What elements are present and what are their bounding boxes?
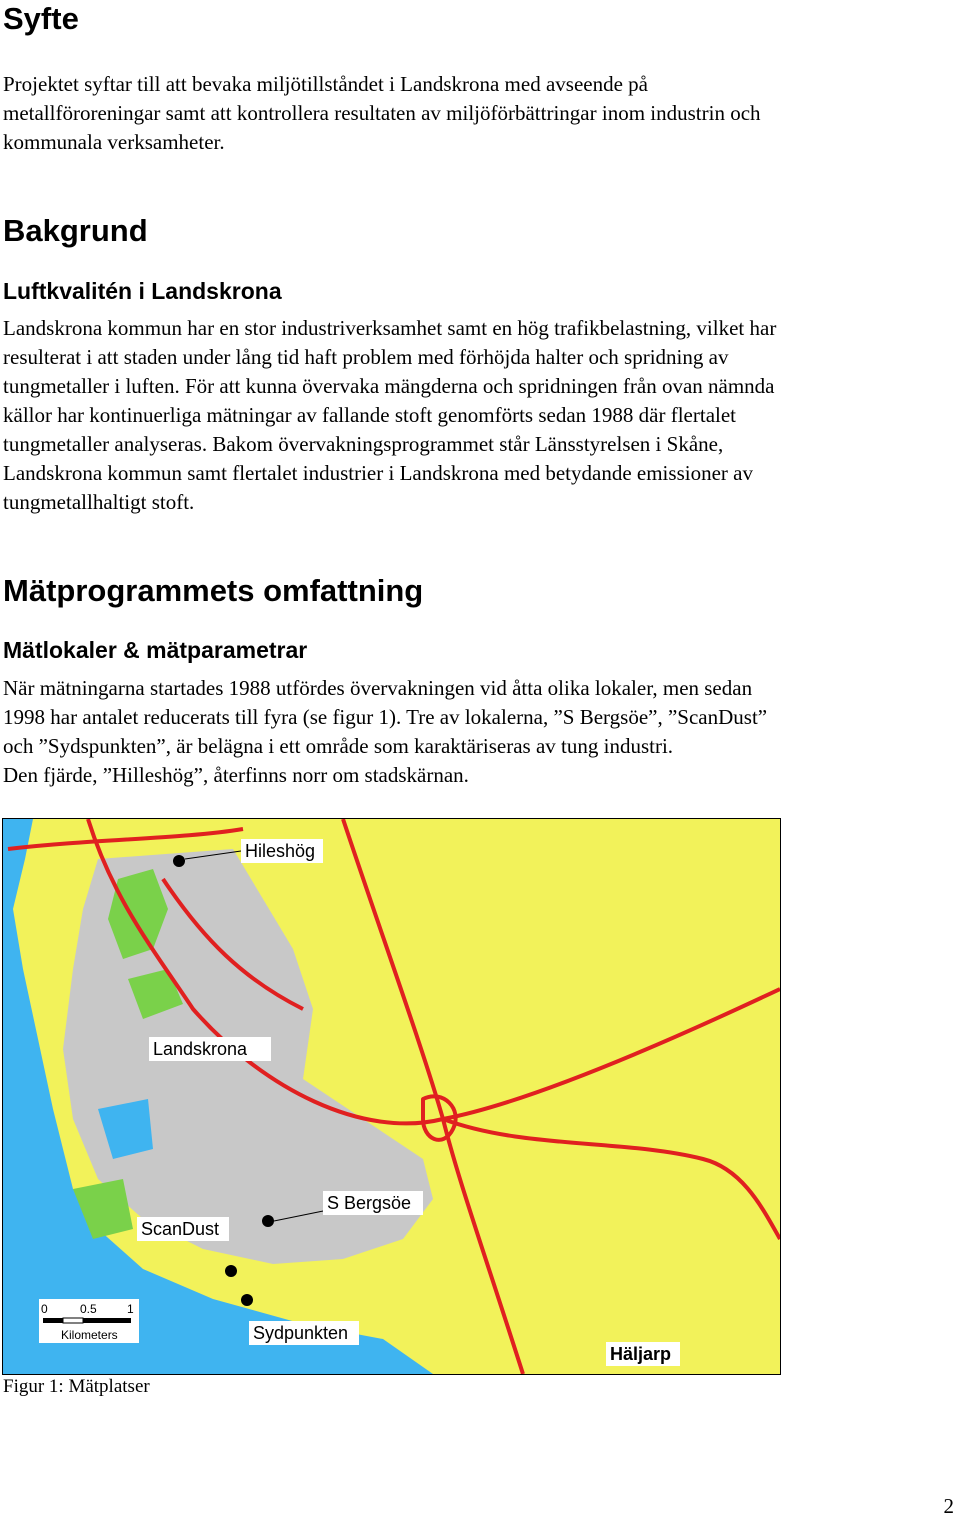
text-line: tungmetaller analyseras. Bakom övervakningsprogrammet står Länsstyrelsen i Skåne, (3, 432, 724, 456)
figure-caption: Figur 1: Mätplatser (3, 1376, 150, 1397)
page-number: 2 (943, 1494, 954, 1518)
text-line: metallföroreningar samt att kontrollera resultaten av miljöförbättringar inom industrin och (3, 101, 761, 125)
map-label-s-bergsoe (323, 1191, 423, 1215)
paragraph-syfte (3, 70, 948, 157)
text-line: 1998 har antalet reducerats till fyra (se figur 1). Tre av lokalerna, ”S Bergsöe”, ”ScanDust” (3, 705, 768, 729)
text-line: Landskrona kommun har en stor industriverksamhet samt en hög trafikbelastning, vilket har (3, 316, 777, 340)
text-line: Projektet syftar till att bevaka miljötillståndet i Landskrona med avseende på (3, 72, 648, 96)
svg-text:Sydpunkten: Sydpunkten (253, 1323, 349, 1343)
svg-text:ScanDust: ScanDust (141, 1219, 220, 1239)
text-line: resulterat i att staden under lång tid haft problem med förhöjda halter och spridning av (3, 345, 729, 369)
heading-bakgrund: Bakgrund (3, 213, 148, 248)
text-line: När mätningarna startades 1988 utfördes övervakningen vid åtta olika lokaler, men sedan (3, 676, 753, 700)
site-marker-scandust (225, 1265, 237, 1277)
map-graphic (3, 819, 780, 1374)
scale-tick-0: 0 (41, 1302, 48, 1316)
text-line: kommunala verksamheter. (3, 130, 225, 154)
text-line: och ”Sydspunkten”, är belägna i ett område som karaktäriseras av tung industri. (3, 734, 674, 758)
svg-text:Landskrona: Landskrona (153, 1039, 248, 1059)
site-marker-s-bergsoe (262, 1215, 274, 1227)
site-marker-sydpunkten (241, 1294, 253, 1306)
subheading-matlokaler: Mätlokaler & mätparametrar (3, 637, 308, 663)
paragraph-matprogram (3, 674, 948, 790)
site-marker-hileshog (173, 855, 185, 867)
map-label-sydpunkten (249, 1321, 359, 1345)
svg-text:Häljarp: Häljarp (610, 1344, 672, 1364)
scale-bar (39, 1299, 139, 1343)
text-line: tungmetaller i luften. För att kunna övervaka mängderna och spridningen från ovan nämnda (3, 374, 775, 398)
scale-unit: Kilometers (61, 1328, 118, 1342)
map-label-scandust (137, 1217, 229, 1241)
scale-tick-1: 1 (127, 1302, 134, 1316)
map-label-hileshog (241, 839, 323, 863)
heading-syfte: Syfte (3, 1, 79, 36)
subheading-luftkvalitet: Luftkvalitén i Landskrona (3, 278, 282, 304)
svg-text:Hileshög: Hileshög (245, 841, 316, 861)
paragraph-bakgrund (3, 314, 948, 517)
text-line: källor har kontinuerliga mätningar av fallande stoft genomförts sedan 1988 där flertalet (3, 403, 737, 427)
map-label-landskrona (149, 1037, 271, 1061)
text-line: Landskrona kommun samt flertalet industrier i Landskrona med betydande emissioner av (3, 461, 753, 485)
text-line: Den fjärde, ”Hilleshög”, återfinns norr om stadskärnan. (3, 763, 469, 787)
site-map (2, 818, 781, 1375)
text-line: tungmetallhaltigt stoft. (3, 490, 195, 514)
scale-tick-05: 0.5 (80, 1302, 97, 1316)
heading-matprogram: Mätprogrammets omfattning (3, 573, 424, 608)
map-label-haljarp (606, 1342, 680, 1366)
svg-text:S Bergsöe: S Bergsöe (327, 1193, 412, 1213)
